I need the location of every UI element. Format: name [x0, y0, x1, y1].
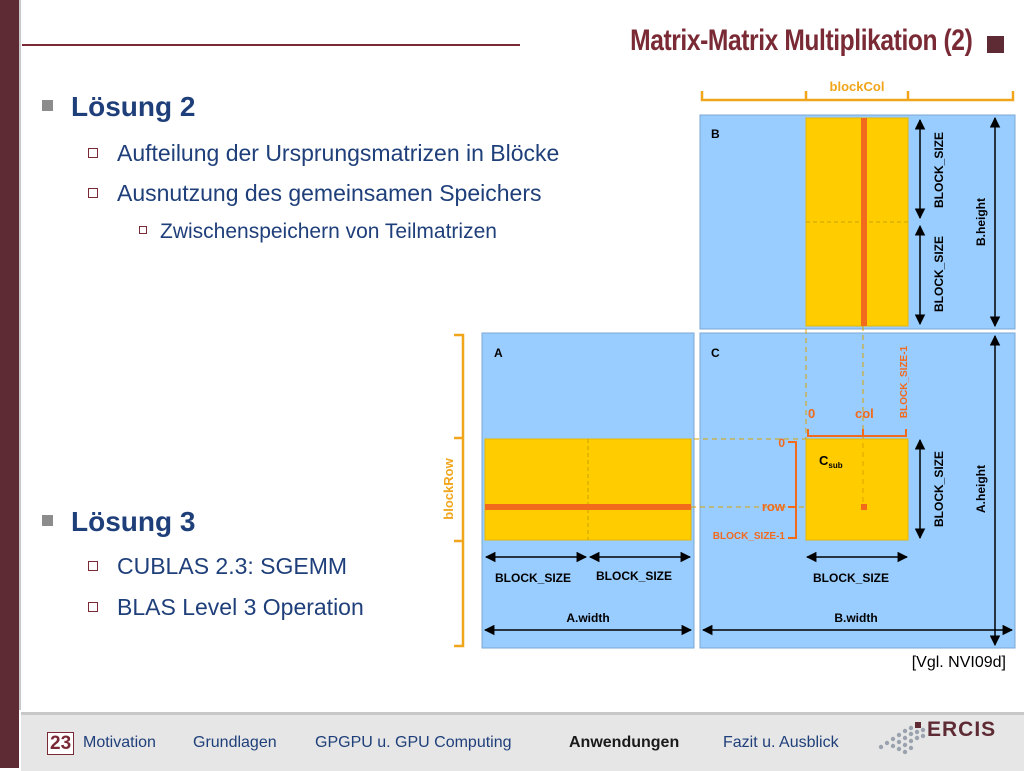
bullet-text: CUBLAS 2.3: SGEMM	[117, 553, 348, 579]
c-sub-element	[861, 504, 867, 510]
bullet-hollow-square-icon	[88, 602, 98, 612]
c-sub-label: $C_{sub}$	[819, 453, 843, 470]
nav-motivation[interactable]: Motivation	[83, 734, 156, 751]
b-width-label: B.width	[834, 611, 878, 625]
a-block-size-label: BLOCK_SIZE	[494, 571, 572, 585]
bullet-square-icon	[42, 100, 53, 111]
bullet-hollow-square-icon	[88, 188, 98, 198]
c-col-label: col	[855, 406, 874, 421]
c-block-size-label: BLOCK_SIZE	[932, 450, 946, 528]
a-height-label: A.height	[974, 465, 988, 513]
c-col-zero-label: 0	[808, 406, 816, 421]
page-number: 23	[47, 732, 74, 755]
bullet-square-icon	[42, 515, 53, 526]
bullet-text: Aufteilung der Ursprungsmatrizen in Blöcke	[117, 140, 560, 166]
nav-fazit[interactable]: Fazit u. Ausblick	[723, 734, 839, 751]
bullet-item	[88, 553, 347, 580]
left-accent-shadow	[19, 0, 21, 710]
bullet-item	[88, 594, 364, 621]
title-rule	[22, 44, 520, 46]
bullet-text: Lösung 2	[71, 91, 196, 122]
bullet-text: BLAS Level 3 Operation	[117, 594, 364, 620]
a-width-label: A.width	[566, 611, 610, 625]
c-row-label: row	[761, 499, 785, 514]
matrix-c-label: C	[711, 346, 720, 360]
a-highlight-row	[485, 504, 691, 510]
c-col-max-label: BLOCK_SIZE-1	[899, 345, 910, 419]
bullet-hollow-square-icon	[88, 148, 98, 158]
nav-anwendungen[interactable]: Anwendungen	[569, 734, 680, 751]
title-square-icon	[987, 36, 1004, 53]
left-accent-bar	[0, 0, 19, 768]
bullet-text: Lösung 3	[71, 506, 196, 537]
b-highlight-column	[861, 118, 867, 326]
bullet-hollow-square-icon	[139, 226, 147, 234]
b-block-size-label: BLOCK_SIZE	[932, 235, 946, 313]
bullet-loesung-2	[42, 91, 195, 123]
matrix-diagram	[430, 76, 1024, 656]
c-row-zero-label: 0	[778, 436, 785, 450]
citation: [Vgl. NVI09d]	[911, 654, 1006, 671]
bullet-text: Ausnutzung des gemeinsamen Speichers	[117, 180, 542, 206]
a-block-size-label: BLOCK_SIZE	[595, 569, 673, 583]
matrix-b-label: B	[711, 127, 720, 141]
b-block-size-label: BLOCK_SIZE	[932, 131, 946, 209]
c-block-size-label-horizontal: BLOCK_SIZE	[812, 571, 890, 585]
blockrow-label: blockRow	[441, 458, 456, 520]
c-row-max-label: BLOCK_SIZE-1	[712, 531, 785, 542]
ercis-logo-text: ERCIS	[927, 718, 997, 741]
bullet-loesung-3	[42, 506, 195, 538]
bullet-hollow-square-icon	[88, 561, 98, 571]
footer-nav-bar	[21, 712, 1024, 771]
nav-grundlagen[interactable]: Grundlagen	[193, 734, 277, 751]
slide-title: Matrix-Matrix Multiplikation (2)	[629, 24, 972, 57]
ercis-globe-icon	[877, 719, 929, 759]
nav-gpgpu[interactable]: GPGPU u. GPU Computing	[315, 734, 512, 751]
bullet-text: Zwischenspeichern von Teilmatrizen	[160, 220, 497, 243]
b-height-label: B.height	[974, 198, 988, 246]
blockcol-label: blockCol	[829, 79, 885, 94]
matrix-a-label: A	[494, 346, 503, 360]
